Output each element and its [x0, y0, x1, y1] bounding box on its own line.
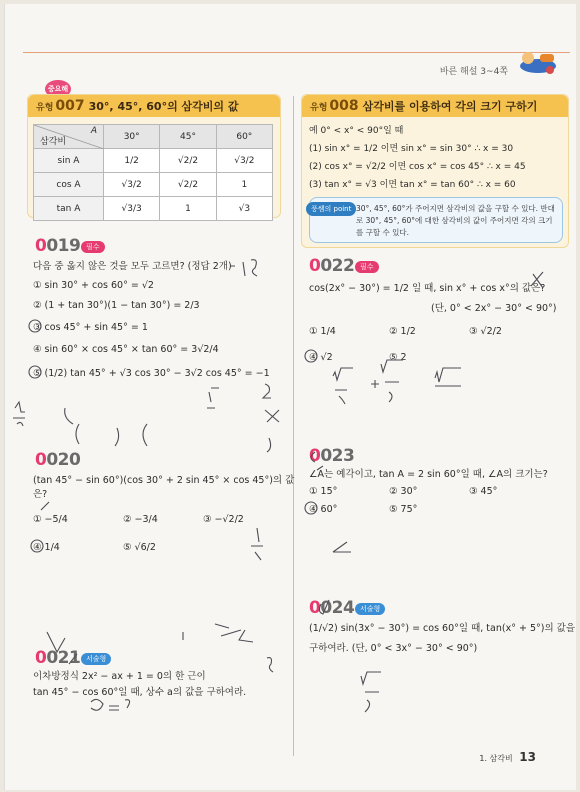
point-text: 30°, 45°, 60°가 주어지면 삼각비의 값을 구할 수 있다. 반대로 30°, 45°, 60°에 대한 삼각비의 값이 주어지면 각의 크기를 구할 수 있다.: [356, 204, 555, 237]
type-title: 삼각비를 이용하여 각의 크기 구하기: [362, 100, 538, 113]
question-number: 0019: [35, 236, 81, 256]
type-number: 008: [329, 98, 359, 114]
choice[interactable]: ④ 60°: [309, 504, 338, 515]
type-title: 30°, 45°, 60°의 삼각비의 값: [88, 100, 239, 113]
column-divider: [293, 96, 294, 756]
required-tag: 필수: [355, 261, 379, 273]
page-number: 13: [519, 750, 536, 764]
question-text: 다음 중 옳지 않은 것을 모두 고르면? (정답 2개): [33, 261, 232, 272]
condition-text: (단, 0° < 2x° − 30° < 90°): [431, 303, 557, 314]
question-text: 구하여라. (단, 0° < 3x° − 30° < 90°): [309, 643, 478, 654]
table-corner: A 삼각비: [34, 125, 104, 149]
point-box: [309, 197, 563, 243]
question-text: (tan 45° − sin 60°)(cos 30° + 2 sin 45° × cos 45°)의 값: [33, 475, 295, 486]
choice[interactable]: ② 1/2: [389, 326, 416, 337]
choice[interactable]: ③ √2/2: [469, 326, 502, 337]
choice[interactable]: ④ sin 60° × cos 45° × tan 60° = 3√2/4: [33, 344, 219, 355]
choice[interactable]: ② −3/4: [123, 514, 158, 525]
trig-value-table: [33, 124, 273, 221]
point-tag: 풍쌤의 point: [306, 202, 356, 216]
col-header: 60°: [216, 125, 272, 149]
type-007-header: 유형 007 30°, 45°, 60°의 삼각비의 값: [28, 95, 280, 117]
choice[interactable]: ③ −√2/2: [203, 514, 244, 525]
col-header: 45°: [160, 125, 216, 149]
question-text: ∠A는 예각이고, tan A = 2 sin 60°일 때, ∠A의 크기는?: [309, 469, 548, 480]
choice[interactable]: ⑤ 75°: [389, 504, 418, 515]
type-number: 007: [55, 98, 85, 114]
choice[interactable]: ⑤ √6/2: [123, 542, 156, 553]
example-lines: 예 0° < x° < 90°일 때 (1) sin x° = 1/2 이면 sin x° = sin 30° ∴ x = 30 (2) cos x° = √2/2 이면 cos x° = cos 45° ∴ x = 45 (3) tan x° = √3 이면 tan x° = tan 60° ∴ x = 60: [309, 126, 526, 190]
essay-tag: 서술형: [355, 603, 385, 615]
choice[interactable]: ② (1 + tan 30°)(1 − tan 30°) = 2/3: [33, 300, 200, 311]
choice[interactable]: ① 15°: [309, 486, 338, 497]
question-text: 이차방정식 2x² − ax + 1 = 0의 한 근이: [33, 671, 206, 682]
choice[interactable]: ⑤ (1/2) tan 45° + √3 cos 30° − 3√2 cos 45° = −1: [33, 368, 270, 379]
question-number: 0020: [35, 450, 81, 470]
type-008-header: 유형 008 삼각비를 이용하여 각의 크기 구하기: [302, 95, 568, 117]
question-text: tan 45° − cos 60°일 때, 상수 a의 값을 구하여라.: [33, 687, 247, 698]
table-row: tan A √3/3 1 √3: [34, 197, 273, 221]
required-tag: 필수: [81, 241, 105, 253]
choice[interactable]: ① 1/4: [309, 326, 336, 337]
question-text: cos(2x° − 30°) = 1/2 일 때, sin x° + cos x°의 값은?: [309, 283, 546, 294]
table-row: cos A √3/2 √2/2 1: [34, 173, 273, 197]
col-header: 30°: [104, 125, 160, 149]
important-badge: 중요해: [45, 80, 71, 98]
question-number: 0021: [35, 648, 81, 668]
textbook-page: [4, 4, 576, 790]
question-text: 은?: [33, 489, 48, 500]
table-row: sin A 1/2 √2/2 √3/2: [34, 149, 273, 173]
choice[interactable]: ① sin 30° + cos 60° = √2: [33, 280, 154, 291]
essay-tag: 서술형: [81, 653, 111, 665]
choice[interactable]: ① −5/4: [33, 514, 68, 525]
top-rule: [23, 52, 570, 53]
page-footer: [479, 750, 536, 764]
question-number: 0023: [309, 446, 355, 466]
choice[interactable]: ③ cos 45° + sin 45° = 1: [33, 322, 148, 333]
chapter-label: 1. 삼각비: [479, 754, 513, 763]
question-text: (1/√2) sin(3x° − 30°) = cos 60°일 때, tan(x° + 5°)의 값을: [309, 623, 576, 634]
question-number: 0024: [309, 598, 355, 618]
answer-reference: 바른 해설 3~4쪽: [439, 67, 508, 77]
choice[interactable]: ⑤ 2: [389, 352, 407, 363]
choice[interactable]: ② 30°: [389, 486, 418, 497]
choice[interactable]: ④ 1/4: [33, 542, 60, 553]
question-number: 0022: [309, 256, 355, 276]
mascot-illustration-icon: [516, 48, 560, 76]
choice[interactable]: ④ √2: [309, 352, 333, 363]
choice[interactable]: ③ 45°: [469, 486, 498, 497]
